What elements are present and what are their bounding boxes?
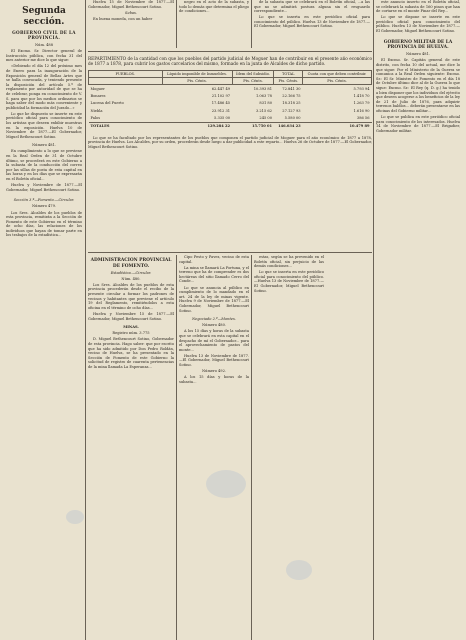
- paper-stain: [286, 560, 312, 580]
- paper-stain: [206, 470, 246, 498]
- section-heading: ADMINISTRACION PROVINCIAL DE FOMENTO.: [90, 258, 172, 269]
- paragraph: En buena moneda, con un haber: [93, 16, 153, 21]
- paragraph: Los Sres. Alcaldes de los pueblos de esta provincia, remitirán a la Sección de Fomento de este Gobierno en el término de ocho días, las relaciones de los individuos que hayan de tomar parte en los trabajos de la estadística...: [6, 210, 82, 238]
- top-column-3: [179, 0, 249, 48]
- paragraph: Lo que se inserta en este periódico oficial para conocimiento del público. Huelva 13 de Noviembre de 1877.—El Gobernador, Miguel Bethencourt Sotino.: [254, 15, 370, 29]
- table-cell: 1.063 78: [255, 93, 272, 98]
- notice-number: Número 481.: [405, 52, 431, 57]
- paragraph: este anuncio inserto en el Boletín oficial, se celebrará la subasta de 160 pinos que han de cortarse en el monte Pinar del Rey...: [376, 0, 460, 14]
- notice-number: Núm. 488: [34, 43, 53, 47]
- paragraph: Lo que se inserta en este periódico oficial para conocimiento del público.—Huelva 13 de Noviembre de 1877.—El Gobernador, Miguel Bethencourt Sotino.: [254, 270, 324, 293]
- paragraph: Lo que se anuncia al público en cumplimiento de lo mandado en el art. 24 de la ley de minas vigente. Huelva 9 de Noviembre de 1877.—El Gobernador, Miguel Bethencourt Sotino.: [179, 285, 249, 313]
- paragraph: Lo que se dispone se inserte en este periódico oficial para conocimiento del público. Huelva 13 de Noviembre de 1877.—El Gobernador, Miguel Bethencourt Sotino.: [376, 15, 460, 34]
- column-1: [6, 0, 82, 640]
- section-title: Sección 3.ª—Fomento.—Circular.: [13, 198, 75, 203]
- table-cell: 1.263 79: [353, 101, 370, 106]
- table-row: [89, 93, 372, 100]
- reparto-block: [88, 56, 372, 251]
- column-rule: [373, 0, 374, 640]
- table-cell: 831 80: [259, 101, 272, 106]
- paragraph: negro en el acto de la subasta, y todo lo demás que determina el pliego de condiciones...: [179, 0, 249, 14]
- section-title: Negociado 2.º—Montes.: [191, 317, 237, 322]
- paragraph: de la subasta que se celebrará en el Boletín oficial, ...a las que no se admitirá postura alguna sin el resguardo correspondiente...: [254, 0, 370, 14]
- table-header: TOTAL: [274, 71, 303, 78]
- paragraph: El Excmo. Sr. Director general de Instrucción pública, con fecha 31 del mes anterior me dice lo que sigue:: [6, 49, 82, 63]
- notice-number: Número 492.: [201, 369, 227, 374]
- table-cell: Moguer: [90, 86, 105, 91]
- table-cell: 72.841 30: [282, 86, 301, 91]
- reparto-title: REPARTIMIENTO de la cantidad con que los pueblos del partido judicial de Moguer han de contribuir en el presente año económico de 1877 a 1878, para cubrir los gastos carcelarios del mismo, formado en la junta de Alcaldes de dicho partido.: [88, 56, 372, 66]
- table-cell: 10.479 89: [303, 123, 372, 131]
- table-cell: 22.166 75: [282, 93, 301, 98]
- table-subheader: [89, 78, 163, 85]
- paragraph: Huelva y Noviembre de 1877.—El Gobernador, Miguel Bethencourt Sotino.: [6, 183, 82, 192]
- table-subheader: Pts. Cénts.: [162, 78, 232, 85]
- section-title: MINAS.: [123, 325, 139, 330]
- paragraph: D. Miguel Bethencourt Sotino, Gobernador de esta provincia. Hago saber: que por escrito que ha sido admitido por Don Pedro Roldán, vecino de Huelva, se ha presentado en la Sección de Fomento de este Gobierno la solicitud de registro de cuarenta pertenencias de la mina llamada La Esperanza...: [88, 337, 174, 369]
- column-rule: [251, 0, 252, 48]
- table-cell: 1.418 70: [353, 93, 370, 98]
- top-column-2: [88, 0, 174, 48]
- table-cell: 146.034 23: [274, 123, 303, 131]
- column-rule: [85, 0, 86, 640]
- column-rule: [251, 255, 252, 640]
- registry-number: Registro núm. 3.775: [112, 331, 150, 336]
- notice-number: Núm. 480.: [121, 276, 141, 281]
- table-cell: 386 56: [356, 116, 370, 121]
- table-cell: 62.447 49: [211, 86, 231, 91]
- table-cell: 18.318 25: [282, 101, 301, 106]
- table-cell: 129.284 22: [162, 123, 232, 131]
- table-header: PUEBLOS.: [89, 71, 163, 78]
- paragraph: «Debiendo el día 12 del próximo mes de Enero para la inauguración de la Exposición general de Bellas Artes que se halla convocada, y teniendo presente la disposición del artículo 5.º de reglamento por autoridad de que se ha de celebrar, ponga en conocimiento de V. S. para que por los medios ordinarios se haga saber del modo más conveniente y publicidad la formación del Jurado...»: [6, 64, 82, 110]
- reparto-footer: Lo que se ha facultado por los representantes de los pueblos que componen el partido judicial de Moguer para el año económico de 1877 a 1878, provincia de Huelva. Los Alcaldes, por su orden, procederán desde luego a dar publicidad a este reparto... Huelva 26 de Octubre de 1877.—El Gobernador, Miguel Bethencourt Sotino.: [88, 135, 372, 149]
- column-mid-1: [88, 255, 174, 640]
- table-cell: 3.215 62: [255, 108, 272, 113]
- table-cell: 1.616 90: [353, 108, 370, 113]
- column-mid-2: [179, 255, 249, 640]
- paragraph: Los Sres. Alcaldes de los pueblos de esta provincia procederán desde el recibo de la presente circular a formar los padrones de vecinos y habitantes que previene el artículo 19 del Reglamento, remitiéndolos a esta oficina en el término de ocho días...: [88, 282, 174, 310]
- paragraph: Lo que se publica en este periódico oficial para conocimiento de los interesados. Huelva 14 de Noviembre de 1877.—El Brigadier, Gobernador militar.: [376, 115, 460, 133]
- paragraph: Lo que he dispuesto se inserte en este periódico oficial para conocimiento de los artistas que deseen exhibir muestras en la exposición. Huelva 10 de Noviembre de 1877.—El Gobernador, Miguel Bethencourt Sotino.: [6, 111, 82, 139]
- column-mid-3: [254, 255, 324, 640]
- table-cell: 23.912 31: [211, 108, 231, 113]
- paragraph: El Excmo. Sr. Capitán general de este distrito, con fecha 10 del actual, me dice lo que sigue: Por el Ministerio de la Guerra se comunica a la Real Orden siguiente: Excmo. Sr.: El Sr. Ministro de Fomento en el día 18 de Octubre último dice al de la Guerra lo que sigue: Excmo. Sr.: El Rey (q. D. g.) ha tenido a bien disponer que los individuos del ejército que deseen acogerse a los beneficios de la ley de 21 de Julio de 1876, para adquirir terrenos baldíos... deberán presentarse en las oficinas del Gobierno militar...: [376, 58, 460, 113]
- table-row: [89, 108, 372, 115]
- column-rule: [176, 255, 177, 640]
- table-cell: 10.393 81: [253, 86, 272, 91]
- top-column-4: [254, 0, 370, 48]
- notice-number: Número 480.: [201, 323, 227, 328]
- section-subheading: Estadística.—Circular.: [110, 270, 152, 275]
- notice-number: Número 479.: [31, 204, 57, 209]
- table-row: [89, 115, 372, 123]
- table-total-row: [89, 123, 372, 131]
- table-cell: 17.486 45: [211, 101, 231, 106]
- column-5: [376, 0, 460, 640]
- column-rule: [176, 0, 177, 48]
- table-cell: 5.793 94: [353, 86, 370, 91]
- table-cell: 5.580 00: [284, 116, 301, 121]
- table-subheader: Pts. Cénts.: [232, 78, 274, 85]
- paragraph: estas, según se ha prevenido en el Boletín oficial, sin perjuicio de las demás condiciones...: [254, 255, 324, 269]
- table-row: [89, 85, 372, 93]
- section-rule: [88, 252, 372, 253]
- table-header: Ídem del Subsidio.: [232, 71, 274, 78]
- paper-stain: [66, 510, 84, 524]
- table-cell: 15.750 01: [232, 123, 274, 131]
- table-cell: Niebla: [90, 108, 103, 113]
- paragraph: Huelva y Noviembre 15 de 1877.—El Gobernador, Miguel Bethencourt Sotino.: [88, 311, 174, 321]
- table-header: Líquido imponible de Inmuebles.: [162, 71, 232, 78]
- table-cell: Lucena del Puerto: [90, 101, 124, 106]
- table-subheader: Pts. Cénts.: [274, 78, 303, 85]
- table-cell: 27.127 93: [282, 108, 301, 113]
- paragraph: A los 15 días y horas de la subasta que se celebrará en esta capital en el despacho de mí el Gobernador... para el aprovechamiento de pastos del monte...: [179, 329, 249, 352]
- section-heading: GOBIERNO MILITAR DE LA PROVINCIA DE HUELVA.: [383, 39, 453, 51]
- paragraph: Cipo Pesto y Pavez, vecino de esta capital.: [179, 255, 249, 264]
- table-cell: TOTALES: [89, 123, 163, 131]
- table-header: Cuota con que deben contribuir.: [303, 71, 372, 78]
- table-cell: 245 00: [259, 116, 272, 121]
- table-cell: Bonares: [90, 93, 106, 98]
- table-subheader: Pts. Cénts.: [303, 78, 372, 85]
- section-rule: [88, 51, 372, 52]
- paragraph: Huelva 15 de Noviembre de 1877.—El Gobernador, Miguel Bethencourt Sotino.: [88, 0, 174, 9]
- table-cell: Palos: [90, 116, 101, 121]
- paragraph: La mina se llamará La Fortuna, y el terreno que ha de comprender es dos hectáreas del sitio llamado Cerro del Conde...: [179, 265, 249, 284]
- paragraph: A los 15 días y horas de la subasta...: [179, 375, 249, 384]
- table-cell: 5.335 00: [214, 116, 231, 121]
- table-row: [89, 100, 372, 107]
- section-heading: Segunda sección.: [22, 6, 66, 27]
- paragraph: En cumplimiento a lo que se previene en la Real Orden de 31 de Octubre último, se procederá en este Gobierno a la subasta de la conducción del correo por las sillas de posta de esta capital en las horas y en los días que se expresarán en el Boletín oficial...: [6, 149, 82, 182]
- table-cell: 21.102 97: [211, 93, 231, 98]
- section-subheading: GOBIERNO CIVIL DE LA PROVINCIA.: [12, 30, 76, 40]
- reparto-table: [88, 70, 372, 131]
- newspaper-page: [6, 0, 460, 640]
- signature: Sebas.: [124, 10, 138, 15]
- paragraph: Huelva 13 de Noviembre de 1877.—El Gobernador, Miguel Bethencourt Sotino.: [179, 353, 249, 367]
- notice-number: Número 481.: [31, 143, 57, 148]
